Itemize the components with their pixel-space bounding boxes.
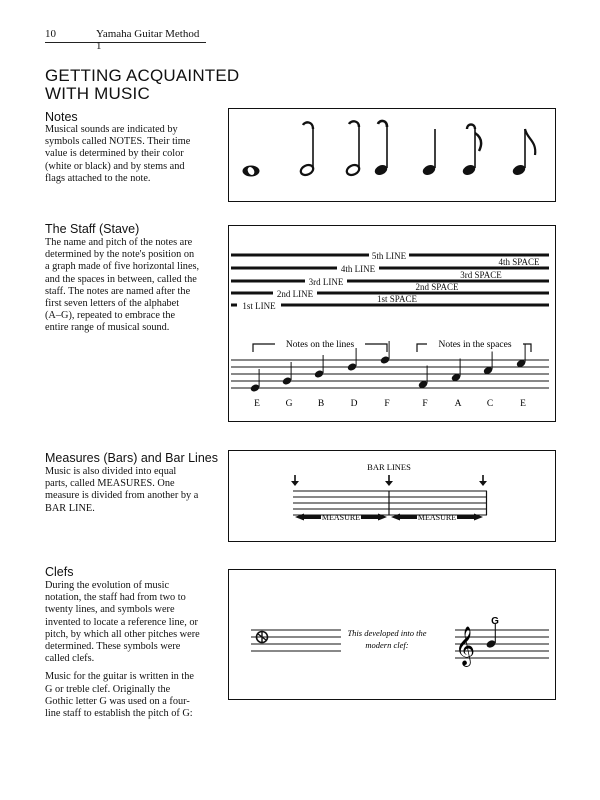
page-title <box>45 67 239 103</box>
staff-space-label: 1st SPACE <box>377 294 417 304</box>
note-values-diagram <box>229 109 557 203</box>
text-line: invented to locate a reference line, or <box>45 616 198 628</box>
bar-lines-label: BAR LINES <box>367 462 411 472</box>
note-letter: G <box>285 399 293 409</box>
clef-caption-line: modern clef: <box>365 640 409 650</box>
staff-space-label: 2nd SPACE <box>415 282 459 292</box>
quarter-note-icon <box>373 121 389 177</box>
notes-text <box>45 124 215 185</box>
text-line: pitch, by which all other pitches were <box>45 628 200 640</box>
book-title: Yamaha Guitar Method 1 <box>96 28 200 52</box>
staff-note <box>516 345 527 369</box>
measures-diagram <box>229 451 557 543</box>
text-line: flags attached to the note. <box>45 172 151 184</box>
text-line: staff. The notes are named after the <box>45 285 191 297</box>
staff-line-label: 3rd LINE <box>308 277 344 287</box>
text-line: and the spaces in between, called the <box>45 273 197 285</box>
text-line: first seven letters of the alphabet <box>45 298 180 310</box>
measure-label: MEASURE <box>321 513 361 522</box>
text-line: notation, the staff had from two to <box>45 592 186 604</box>
staff-line-label: 5th LINE <box>371 251 407 261</box>
page-title-line: GETTING ACQUAINTED <box>45 66 240 85</box>
text-line: symbols called NOTES. Their time <box>45 136 191 148</box>
clefs-paragraph <box>45 671 215 720</box>
staff-diagram <box>229 226 557 423</box>
text-line: parts, called MEASURES. One <box>45 478 175 490</box>
staff-space-label: 3rd SPACE <box>460 270 502 280</box>
note-letter: A <box>454 399 462 409</box>
whole-note-icon <box>243 166 260 177</box>
clefs-text <box>45 580 215 726</box>
measure-label: MEASURE <box>417 513 457 522</box>
text-line: G or treble clef. Originally the <box>45 683 171 695</box>
note-letter: B <box>317 399 325 409</box>
eighth-note-icon <box>511 129 535 177</box>
text-line: Gothic letter G was used on a four- <box>45 695 190 707</box>
text-line: entire range of musical sound. <box>45 322 170 334</box>
measures-text <box>45 466 215 515</box>
text-line: Musical sounds are indicated by <box>45 124 178 135</box>
page-number: 10 <box>45 28 56 40</box>
text-line: value is determined by their color <box>45 148 184 160</box>
clefs-diagram <box>229 570 557 701</box>
half-note-icon <box>299 122 315 177</box>
text-line: determined. These symbols were <box>45 641 181 653</box>
clefs-heading: Clefs <box>45 565 74 579</box>
note-letter: D <box>350 399 358 409</box>
quarter-note-icon <box>421 129 437 177</box>
staff-figure <box>228 225 556 422</box>
staff-note <box>483 352 494 376</box>
treble-clef-icon: 𝄞 <box>455 626 476 666</box>
text-line: measure is divided from another by a <box>45 490 199 502</box>
text-line: determined by the note's position on <box>45 249 195 261</box>
note-letter: C <box>486 399 494 409</box>
measures-figure <box>228 450 556 542</box>
text-line: During the evolution of music <box>45 580 170 591</box>
text-line: Music is also divided into equal <box>45 466 177 477</box>
text-line: The name and pitch of the notes are <box>45 237 193 248</box>
staff-note <box>451 359 462 383</box>
text-line: (A–G), repeated to embrace the <box>45 310 176 322</box>
page-title-line: WITH MUSIC <box>45 84 150 103</box>
notes-heading: Notes <box>45 110 78 124</box>
text-line: twenty lines, and symbols were <box>45 604 175 616</box>
note-letter: F <box>384 399 390 409</box>
staff-heading: The Staff (Stave) <box>45 222 140 236</box>
text-line: (white or black) and by stems and <box>45 160 185 172</box>
staff-line-label: 2nd LINE <box>276 289 314 299</box>
measures-heading: Measures (Bars) and Bar Lines <box>45 451 218 465</box>
text-line: called clefs. <box>45 653 95 665</box>
text-line: line staff to establish the pitch of G: <box>45 708 193 720</box>
clefs-paragraph <box>45 580 215 665</box>
staff-line-label: 4th LINE <box>340 264 376 274</box>
text-line: a graph made of five horizontal lines, <box>45 261 200 273</box>
text-line: Music for the guitar is written in the <box>45 671 194 683</box>
note-letter: E <box>254 399 260 409</box>
measure-arrow <box>295 513 387 522</box>
running-header <box>45 28 206 52</box>
lines-caption: Notes on the lines <box>285 340 355 350</box>
half-note-icon <box>345 121 361 177</box>
clefs-figure <box>228 569 556 700</box>
note-letter: F <box>422 399 428 409</box>
text-line: BAR LINE. <box>45 502 95 514</box>
staff-text <box>45 237 215 335</box>
staff-line-label: 1st LINE <box>242 301 276 311</box>
measure-arrow <box>391 513 483 522</box>
staff-note <box>418 366 429 390</box>
note-letter-row <box>254 399 526 409</box>
staff-space-label: 4th SPACE <box>498 257 540 267</box>
notes-figure <box>228 108 556 202</box>
g-letter: G <box>491 616 499 627</box>
spaces-caption: Notes in the spaces <box>438 340 512 350</box>
clef-caption-line: This developed into the <box>347 628 427 638</box>
eighth-note-icon <box>461 125 481 177</box>
note-letter: E <box>520 399 526 409</box>
